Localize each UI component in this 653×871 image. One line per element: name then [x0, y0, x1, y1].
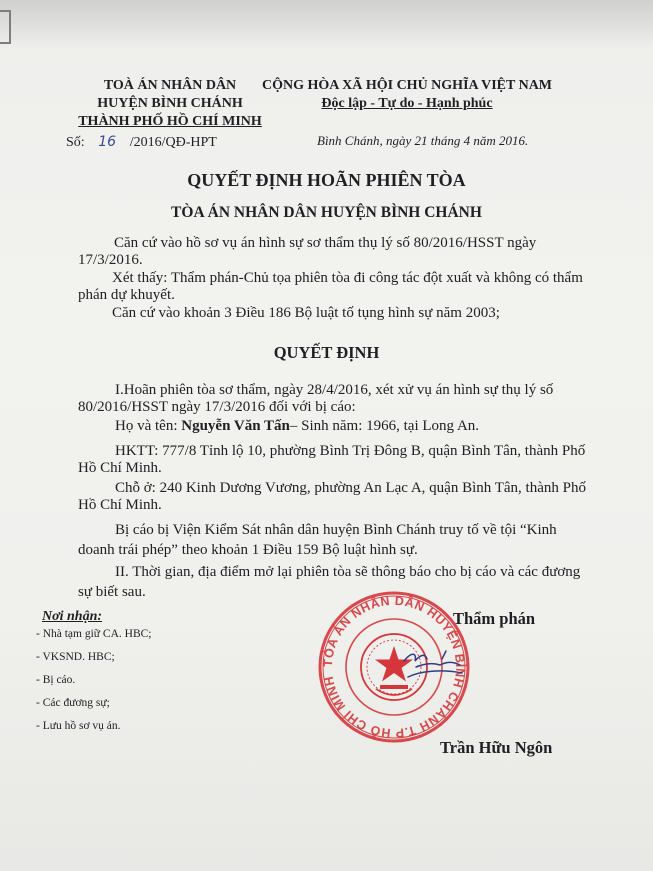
- issue-date: Bình Chánh, ngày 21 tháng 4 năm 2016.: [317, 133, 529, 148]
- signer-title: Thẩm phán: [453, 609, 536, 628]
- hktt-line2: Hồ Chí Minh.: [78, 460, 162, 476]
- motto: Độc lập - Tự do - Hạnh phúc: [321, 96, 493, 111]
- charge-line2: doanh trái phép” theo khoản 1 Điều 159 Bộ luật hình sự.: [78, 542, 418, 558]
- defendant-name: [115, 416, 479, 436]
- recipient-item: - Các đương sự;: [36, 697, 110, 709]
- charge-line1: Bị cáo bị Viện Kiểm Sát nhân dân huyện Bình Chánh truy tố về tội “Kinh: [115, 522, 557, 538]
- decision-1-line2: 80/2016/HSST ngày 17/3/2016 đối với bị cáo:: [78, 399, 356, 415]
- name-value: Nguyễn Văn Tấn: [181, 418, 290, 434]
- hktt-line1: HKTT: 777/8 Tỉnh lộ 10, phường Bình Trị Đông B, quận Bình Tân, thành Phố: [115, 443, 586, 459]
- name-label: Họ và tên:: [115, 418, 178, 434]
- basis-paragraph-1-line1: Căn cứ vào hồ sơ vụ án hình sự sơ thẩm thụ lý số 80/2016/HSST ngày: [114, 235, 537, 251]
- basis-paragraph-3: Căn cứ vào khoản 3 Điều 186 Bộ luật tố tụng hình sự năm 2003;: [112, 305, 500, 321]
- binder-clip: [0, 10, 11, 44]
- number-suffix: /2016/QĐ-HPT: [129, 135, 217, 150]
- court-name-line1: TOÀ ÁN NHÂN DÂN: [103, 78, 237, 93]
- basis-paragraph-2-line1: Xét thấy: Thẩm phán-Chủ tọa phiên tòa đi công tác đột xuất và không có thẩm: [112, 270, 583, 286]
- court-seal: [316, 589, 472, 745]
- court-name-line3: THÀNH PHỐ HỒ CHÍ MINH: [78, 114, 262, 129]
- document-title: QUYẾT ĐỊNH HOÃN PHIÊN TÒA: [187, 170, 466, 190]
- decision-heading: QUYẾT ĐỊNH: [273, 343, 380, 362]
- court-subtitle: TÒA ÁN NHÂN DÂN HUYỆN BÌNH CHÁNH: [171, 204, 482, 221]
- basis-paragraph-2-line2: phán dự khuyết.: [78, 287, 175, 303]
- decision-2-line1: II. Thời gian, địa điểm mở lại phiên tòa sẽ thông báo cho bị cáo và các đương: [115, 564, 581, 580]
- decision-1-line1: I.Hoãn phiên tòa sơ thẩm, ngày 28/4/2016, xét xử vụ án hình sự thụ lý số: [115, 382, 554, 398]
- name-suffix: – Sinh năm: 1966, tại Long An.: [289, 418, 480, 434]
- recipient-item: - Nhà tạm giữ CA. HBC;: [36, 628, 152, 640]
- decision-2-line2: sự biết sau.: [78, 584, 146, 600]
- country-name: CỘNG HÒA XÃ HỘI CHỦ NGHĨA VIỆT NAM: [262, 78, 553, 93]
- residence-line1: Chỗ ở: 240 Kinh Dương Vương, phường An Lạc A, quận Bình Tân, thành Phố: [115, 480, 586, 496]
- basis-paragraph-1-line2: 17/3/2016.: [78, 252, 143, 268]
- decision-number: [66, 134, 217, 151]
- recipient-item: - VKSND. HBC;: [36, 651, 115, 663]
- court-name-line2: HUYỆN BÌNH CHÁNH: [97, 96, 243, 111]
- recipients-heading: Nơi nhận:: [42, 609, 103, 624]
- number-handwritten: 16: [98, 134, 117, 150]
- recipient-item: - Bị cáo.: [36, 674, 76, 686]
- residence-line2: Hồ Chí Minh.: [78, 497, 162, 513]
- signer-name: Trần Hữu Ngôn: [440, 738, 553, 757]
- page-shadow: [0, 0, 653, 48]
- number-label: Số:: [66, 135, 85, 150]
- recipient-item: - Lưu hồ sơ vụ án.: [36, 720, 121, 732]
- seal-text: TÒA ÁN NHÂN DÂN HUYỆN BÌNH CHÁNH T.P HỒ CHÍ MINH: [320, 593, 468, 741]
- recipients-list: [36, 623, 151, 738]
